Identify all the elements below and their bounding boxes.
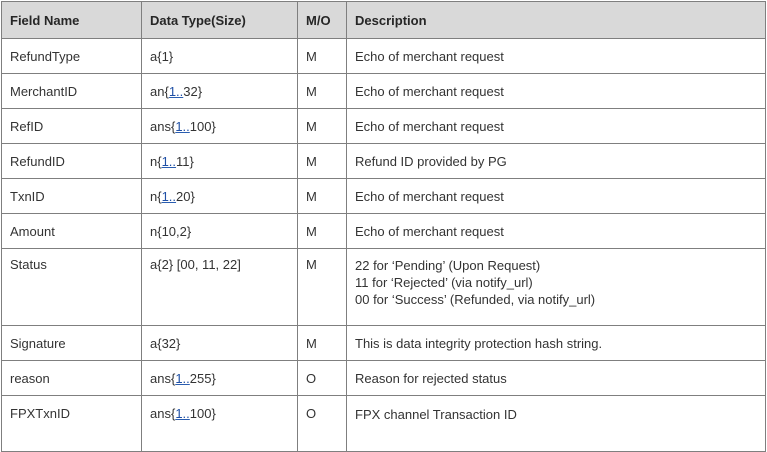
table-row <box>2 214 766 249</box>
description-line: Echo of merchant request <box>355 223 504 239</box>
description-cell <box>347 361 766 396</box>
field-name-cell: TxnID <box>2 179 142 214</box>
description-line: Reason for rejected status <box>355 370 507 386</box>
description-line: 00 for ‘Success’ (Refunded, via notify_url) <box>355 292 596 307</box>
data-type-suffix: 255} <box>189 370 216 386</box>
description-cell <box>347 249 766 326</box>
description-cell <box>347 326 766 361</box>
description-cell <box>347 179 766 214</box>
data-type-cell <box>142 144 298 179</box>
description-cell <box>347 39 766 74</box>
data-type-range: 1.. <box>175 118 190 134</box>
header-mo: M/O <box>298 2 347 39</box>
data-type-cell <box>142 361 298 396</box>
data-type-prefix: ans{ <box>150 406 176 421</box>
table-row <box>2 39 766 74</box>
data-type-cell <box>142 249 298 326</box>
mo-cell: M <box>298 144 347 179</box>
data-type-range: 1.. <box>175 406 190 421</box>
mo-cell: M <box>298 74 347 109</box>
table-row <box>2 74 766 109</box>
table-row <box>2 109 766 144</box>
description-cell <box>347 74 766 109</box>
mo-cell: O <box>298 396 347 452</box>
header-data-type: Data Type(Size) <box>142 2 298 39</box>
table-row <box>2 326 766 361</box>
field-name-cell: RefundID <box>2 144 142 179</box>
data-type-cell <box>142 326 298 361</box>
table-row <box>2 249 766 326</box>
mo-cell: O <box>298 361 347 396</box>
data-type-suffix: 100} <box>189 406 216 421</box>
description-cell <box>347 144 766 179</box>
data-type-prefix: a{ <box>150 48 162 64</box>
response-fields-table <box>1 1 766 452</box>
data-type-prefix: n{ <box>150 153 162 169</box>
data-type-cell <box>142 214 298 249</box>
field-name-cell: Signature <box>2 326 142 361</box>
data-type-suffix: 20} <box>176 188 195 204</box>
mo-cell: M <box>298 249 347 326</box>
data-type-suffix: 32} <box>183 83 203 99</box>
table-row <box>2 179 766 214</box>
data-type-prefix: an{ <box>150 83 169 99</box>
mo-cell: M <box>298 109 347 144</box>
field-name-cell: FPXTxnID <box>2 396 142 452</box>
field-name-cell: Amount <box>2 214 142 249</box>
data-type-range: 1.. <box>168 83 184 99</box>
description-cell <box>347 214 766 249</box>
description-line: Refund ID provided by PG <box>355 153 507 169</box>
data-type-range: 1.. <box>175 370 190 386</box>
mo-cell: M <box>298 214 347 249</box>
table-row <box>2 144 766 179</box>
data-type-prefix: ans{ <box>150 370 176 386</box>
description-line: This is data integrity protection hash string. <box>355 335 603 351</box>
mo-cell: M <box>298 179 347 214</box>
data-type-cell <box>142 74 298 109</box>
data-type-range: 1.. <box>161 188 177 204</box>
description-line: Echo of merchant request <box>355 118 504 134</box>
data-type-cell <box>142 39 298 74</box>
data-type-prefix: a{2} [00, 11, 22] <box>150 257 241 272</box>
data-type-suffix: 100} <box>189 118 216 134</box>
table-body <box>2 39 766 452</box>
data-type-suffix: 1} <box>161 48 174 64</box>
mo-cell: M <box>298 39 347 74</box>
description-line: FPX channel Transaction ID <box>355 407 517 422</box>
data-type-cell <box>142 396 298 452</box>
field-name-cell: reason <box>2 361 142 396</box>
data-type-prefix: a{32} <box>150 335 181 351</box>
data-type-suffix: 11} <box>176 153 194 169</box>
data-type-prefix: ans{ <box>150 118 176 134</box>
data-type-prefix: n{10,2} <box>150 223 192 239</box>
data-type-prefix: n{ <box>150 188 162 204</box>
header-field-name: Field Name <box>2 2 142 39</box>
data-type-range: 1.. <box>161 153 177 169</box>
table-row <box>2 396 766 452</box>
field-name-cell: RefundType <box>2 39 142 74</box>
description-line: Echo of merchant request <box>355 83 504 99</box>
table-row <box>2 361 766 396</box>
description-line: 11 for ‘Rejected’ (via notify_url) <box>355 275 533 290</box>
field-name-cell: RefID <box>2 109 142 144</box>
field-name-cell: MerchantID <box>2 74 142 109</box>
field-name-cell: Status <box>2 249 142 326</box>
description-line: Echo of merchant request <box>355 188 504 204</box>
table-header-row <box>2 2 766 39</box>
description-line: Echo of merchant request <box>355 48 504 64</box>
data-type-cell <box>142 179 298 214</box>
header-description: Description <box>347 2 766 39</box>
mo-cell: M <box>298 326 347 361</box>
data-type-cell <box>142 109 298 144</box>
description-line: 22 for ‘Pending’ (Upon Request) <box>355 258 541 273</box>
description-cell <box>347 396 766 452</box>
description-cell <box>347 109 766 144</box>
